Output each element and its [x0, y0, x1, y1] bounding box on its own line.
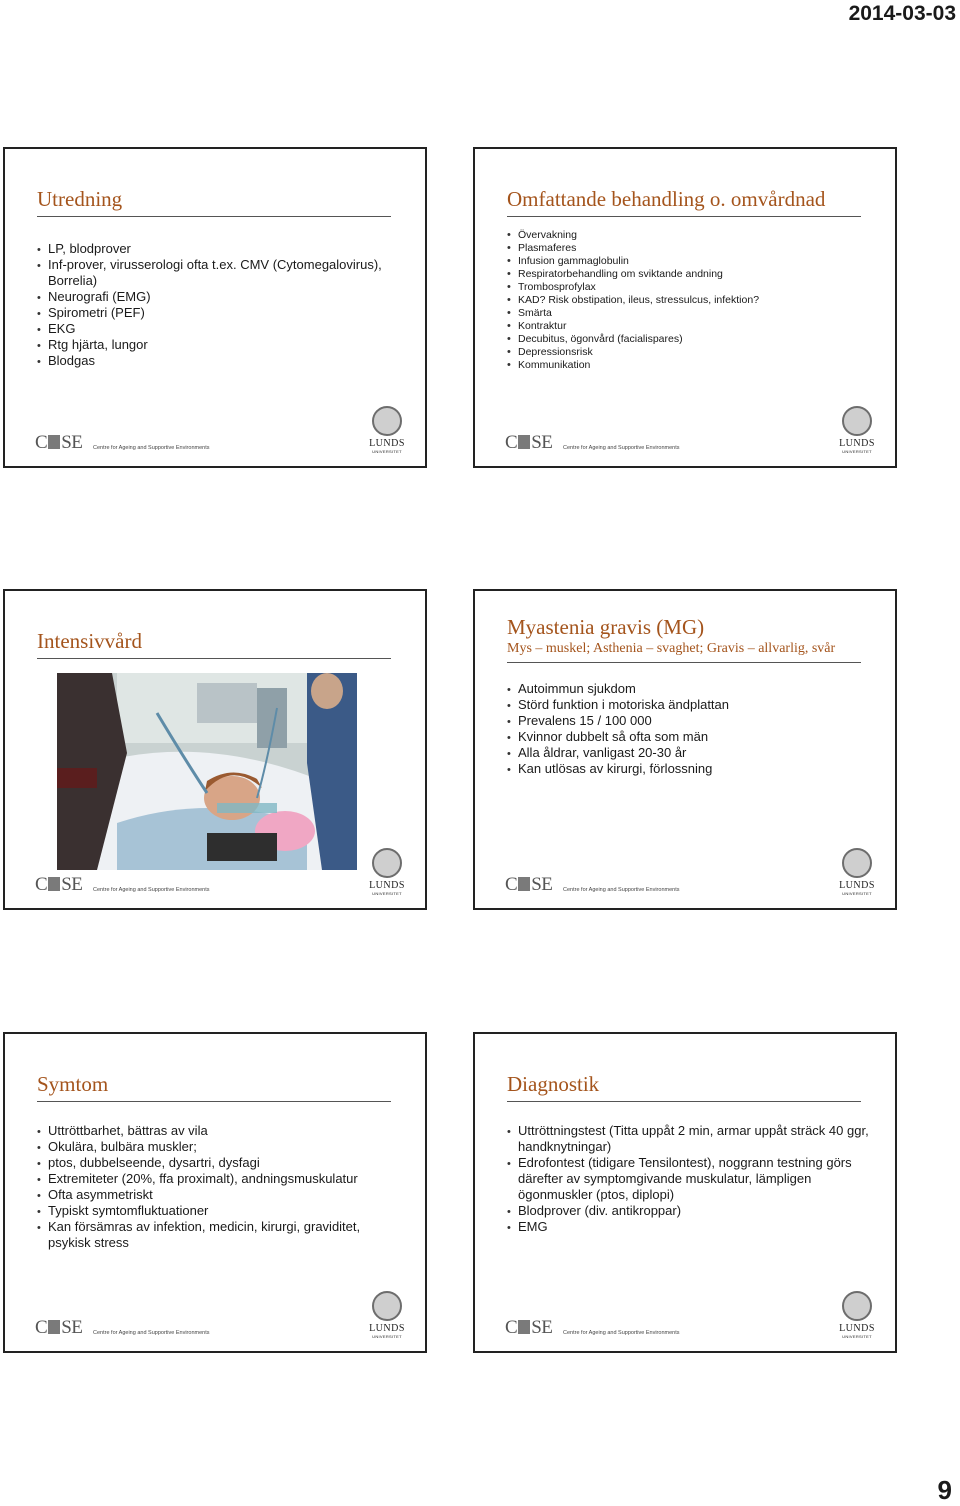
list-item: • Autoimmun sjukdom — [507, 681, 875, 697]
case-tagline: Centre for Ageing and Supportive Environments — [93, 1330, 210, 1336]
list-item: • EMG — [507, 1219, 875, 1235]
lunds-name: LUNDS — [369, 880, 405, 891]
case-logo-a-mark — [48, 877, 60, 891]
case-logo: C SE — [35, 1317, 83, 1338]
lunds-logo — [837, 1291, 877, 1339]
lunds-name: LUNDS — [369, 1323, 405, 1334]
slide-subtitle: Mys – muskel; Asthenia – svaghet; Gravis – allvarlig, svår — [507, 641, 836, 657]
list-item: • Uttröttbarhet, bättras av vila — [37, 1123, 405, 1139]
list-item: • Edrofontest (tidigare Tensilontest), noggrann testning görs därefter av symptomgivande muskulatur, lämpligen ögonmuskler (ptos, diplopi) — [507, 1155, 875, 1203]
slide-footer — [505, 402, 877, 454]
page-number: 9 — [937, 1475, 952, 1505]
lunds-logo — [367, 848, 407, 896]
list-item: • Respiratorbehandling om sviktande andning — [507, 268, 875, 281]
page-date: 2014-03-03 — [848, 2, 956, 25]
icu-photo-illustration — [57, 673, 357, 870]
case-logo-a-mark — [518, 1320, 530, 1334]
lunds-seal-icon — [842, 1291, 872, 1321]
bullet-list — [507, 1123, 875, 1235]
slide-myastenia-gravis — [473, 589, 897, 910]
list-item: • Blodprover (div. antikroppar) — [507, 1203, 875, 1219]
list-item: • KAD? Risk obstipation, ileus, stressulcus, infektion? — [507, 294, 875, 307]
list-item: • Inf-prover, virusserologi ofta t.ex. CMV (Cytomegalovirus), Borrelia) — [37, 257, 405, 289]
lunds-logo — [837, 848, 877, 896]
lunds-sub: UNIVERSITET — [842, 891, 872, 896]
lunds-seal-icon — [372, 406, 402, 436]
case-logo: C SE — [505, 874, 553, 895]
lunds-sub: UNIVERSITET — [372, 891, 402, 896]
list-item: • Kan försämras av infektion, medicin, kirurgi, graviditet, psykisk stress — [37, 1219, 405, 1251]
lunds-sub: UNIVERSITET — [372, 1334, 402, 1339]
slide-title: Omfattande behandling o. omvårdnad — [507, 187, 861, 217]
lunds-name: LUNDS — [839, 880, 875, 891]
slide-footer — [35, 844, 407, 896]
case-tagline: Centre for Ageing and Supportive Environments — [563, 445, 680, 451]
lunds-logo — [367, 406, 407, 454]
bullet-list — [507, 229, 875, 372]
lunds-sub: UNIVERSITET — [372, 449, 402, 454]
lunds-sub: UNIVERSITET — [842, 449, 872, 454]
case-logo-a-mark — [518, 877, 530, 891]
list-item: • Alla åldrar, vanligast 20-30 år — [507, 745, 875, 761]
slide-footer — [35, 1287, 407, 1339]
case-tagline: Centre for Ageing and Supportive Environments — [563, 1330, 680, 1336]
slide-footer — [505, 844, 877, 896]
list-item: • Okulära, bulbära muskler; — [37, 1139, 405, 1155]
lunds-name: LUNDS — [369, 438, 405, 449]
list-item: • Infusion gammaglobulin — [507, 255, 875, 268]
list-item: • Plasmaferes — [507, 242, 875, 255]
list-item: • Trombosprofylax — [507, 281, 875, 294]
list-item: • Blodgas — [37, 353, 405, 369]
list-item: • Övervakning — [507, 229, 875, 242]
case-tagline: Centre for Ageing and Supportive Environments — [563, 887, 680, 893]
case-logo: C SE — [35, 874, 83, 895]
list-item: • Ofta asymmetriskt — [37, 1187, 405, 1203]
list-item: • Typiskt symtomfluktuationer — [37, 1203, 405, 1219]
list-item: • Prevalens 15 / 100 000 — [507, 713, 875, 729]
lunds-name: LUNDS — [839, 1323, 875, 1334]
slide-title — [507, 615, 861, 663]
slide-utredning — [3, 147, 427, 468]
list-item: • Decubitus, ögonvård (facialispares) — [507, 333, 875, 346]
case-logo: C SE — [505, 432, 553, 453]
list-item: • Smärta — [507, 307, 875, 320]
slide-title-text: Myastenia gravis (MG) — [507, 615, 705, 639]
slide-title: Utredning — [37, 187, 391, 217]
slide-title: Intensivvård — [37, 629, 391, 659]
slide-symtom — [3, 1032, 427, 1353]
slide-footer — [35, 402, 407, 454]
lunds-seal-icon — [372, 848, 402, 878]
case-logo: C SE — [35, 432, 83, 453]
list-item: • Kvinnor dubbelt så ofta som män — [507, 729, 875, 745]
lunds-seal-icon — [372, 1291, 402, 1321]
bullet-list — [37, 1123, 405, 1251]
lunds-name: LUNDS — [839, 438, 875, 449]
slide-footer — [505, 1287, 877, 1339]
lunds-logo — [367, 1291, 407, 1339]
slide-title: Symtom — [37, 1072, 391, 1102]
lunds-seal-icon — [842, 848, 872, 878]
list-item: • ptos, dubbelseende, dysartri, dysfagi — [37, 1155, 405, 1171]
lunds-seal-icon — [842, 406, 872, 436]
icu-patient-photo — [57, 673, 357, 870]
list-item: • Depressionsrisk — [507, 346, 875, 359]
list-item: • Neurografi (EMG) — [37, 289, 405, 305]
case-tagline: Centre for Ageing and Supportive Environments — [93, 445, 210, 451]
list-item: • Störd funktion i motoriska ändplattan — [507, 697, 875, 713]
case-logo-a-mark — [518, 435, 530, 449]
list-item: • Kan utlösas av kirurgi, förlossning — [507, 761, 875, 777]
list-item: • Extremiteter (20%, ffa proximalt), andningsmuskulatur — [37, 1171, 405, 1187]
case-logo-a-mark — [48, 435, 60, 449]
lunds-sub: UNIVERSITET — [842, 1334, 872, 1339]
list-item: • EKG — [37, 321, 405, 337]
list-item: • LP, blodprover — [37, 241, 405, 257]
list-item: • Spirometri (PEF) — [37, 305, 405, 321]
slide-intensivvard — [3, 589, 427, 910]
lunds-logo — [837, 406, 877, 454]
bullet-list — [37, 241, 405, 369]
slide-omfattande-behandling — [473, 147, 897, 468]
list-item: • Kommunikation — [507, 359, 875, 372]
case-logo: C SE — [505, 1317, 553, 1338]
bullet-list — [507, 681, 875, 777]
case-logo-a-mark — [48, 1320, 60, 1334]
list-item: • Uttröttningstest (Titta uppåt 2 min, armar uppåt sträck 40 ggr, handknytningar) — [507, 1123, 875, 1155]
list-item: • Rtg hjärta, lungor — [37, 337, 405, 353]
slide-diagnostik — [473, 1032, 897, 1353]
case-tagline: Centre for Ageing and Supportive Environments — [93, 887, 210, 893]
list-item: • Kontraktur — [507, 320, 875, 333]
slide-title: Diagnostik — [507, 1072, 861, 1102]
